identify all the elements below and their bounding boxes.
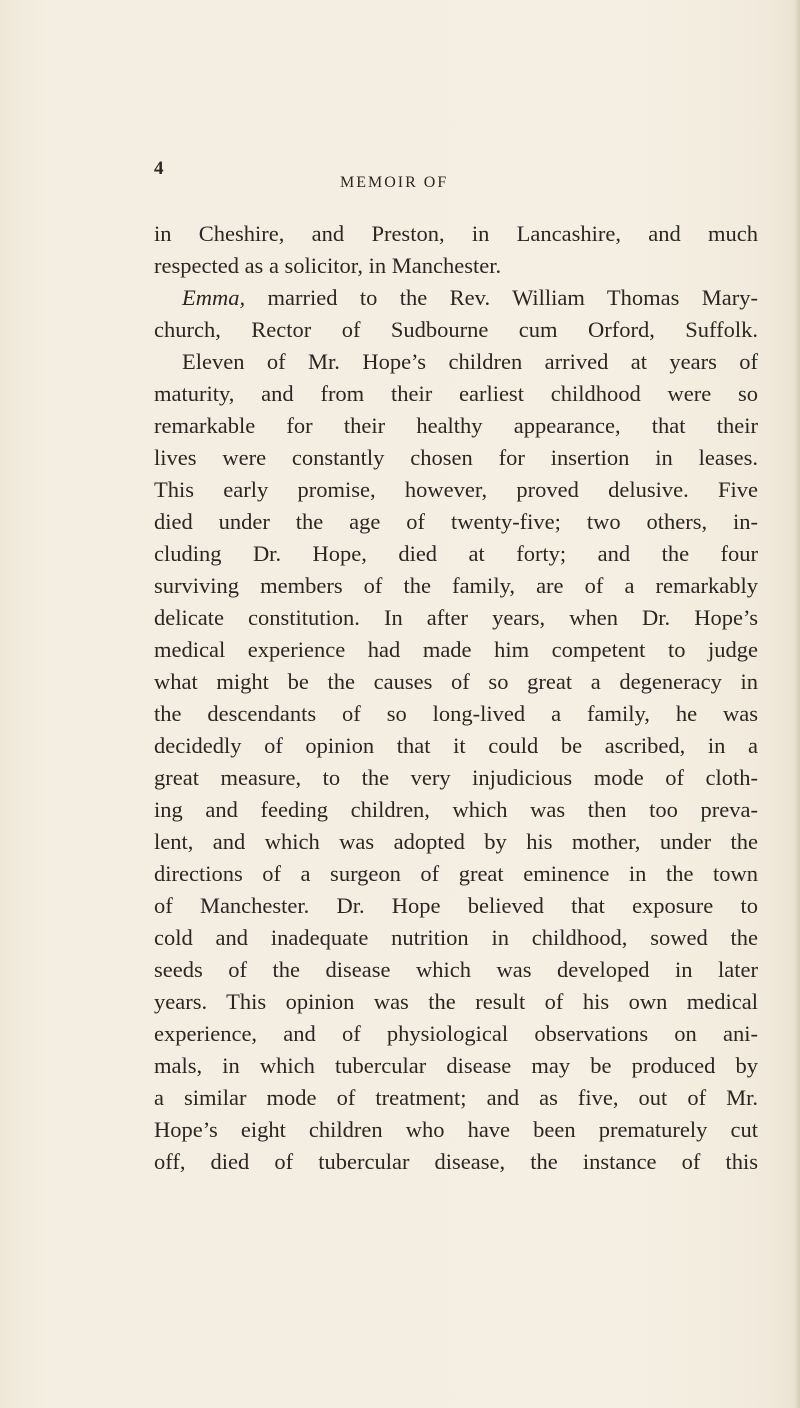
text-line: experience, and of physiological observations on ani- — [154, 1021, 758, 1046]
text-line: remarkable for their healthy appearance, that their — [154, 413, 758, 438]
text-line-rest: married to the Rev. William Thomas Mary- — [267, 285, 759, 310]
text-line: a similar mode of treatment; and as five, out of Mr. — [154, 1085, 758, 1110]
text-line: decidedly of opinion that it could be ascribed, in a — [154, 733, 758, 758]
text-line: great measure, to the very injudicious mode of cloth- — [154, 765, 758, 790]
text-line: off, died of tubercular disease, the instance of this — [154, 1149, 758, 1174]
text-line: of Manchester. Dr. Hope believed that exposure to — [154, 893, 758, 918]
text-line: Hope’s eight children who have been prematurely cut — [154, 1117, 758, 1142]
text-line: directions of a surgeon of great eminence in the town — [154, 861, 758, 886]
text-line: church, Rector of Sudbourne cum Orford, Suffolk. — [154, 317, 758, 342]
text-line: lent, and which was adopted by his mother, under the — [154, 829, 758, 854]
text-line: respected as a solicitor, in Manchester. — [154, 253, 502, 278]
page-number: 4 — [154, 158, 164, 179]
page-edge-shadow — [794, 0, 800, 1408]
text-line: mals, in which tubercular disease may be produced by — [154, 1053, 758, 1078]
text-line: died under the age of twenty-five; two others, in- — [154, 509, 758, 534]
text-line: Eleven of Mr. Hope’s children arrived at years of — [182, 349, 758, 374]
text-line: delicate constitution. In after years, when Dr. Hope’s — [154, 605, 758, 630]
running-head: MEMOIR OF — [340, 174, 449, 191]
text-line: cluding Dr. Hope, died at forty; and the four — [154, 541, 758, 566]
text-line: ing and feeding children, which was then too preva- — [154, 797, 758, 822]
body-text — [154, 218, 758, 1178]
text-line: cold and inadequate nutrition in childhood, sowed the — [154, 925, 758, 950]
text-line: the descendants of so long-lived a family, he was — [154, 701, 758, 726]
text-line: seeds of the disease which was developed in later — [154, 957, 758, 982]
text-line: lives were constantly chosen for insertion in leases. — [154, 445, 758, 470]
text-line: what might be the causes of so great a degeneracy in — [154, 669, 758, 694]
text-line: This early promise, however, proved delusive. Five — [154, 477, 758, 502]
text-line: maturity, and from their earliest childhood were so — [154, 381, 758, 406]
name-emma: Emma, — [182, 285, 246, 310]
text-line — [154, 282, 758, 314]
text-line: medical experience had made him competent to judge — [154, 637, 758, 662]
text-line: in Cheshire, and Preston, in Lancashire, and much — [154, 221, 758, 246]
text-line: surviving members of the family, are of a remarkably — [154, 573, 758, 598]
text-line: years. This opinion was the result of his own medical — [154, 989, 758, 1014]
